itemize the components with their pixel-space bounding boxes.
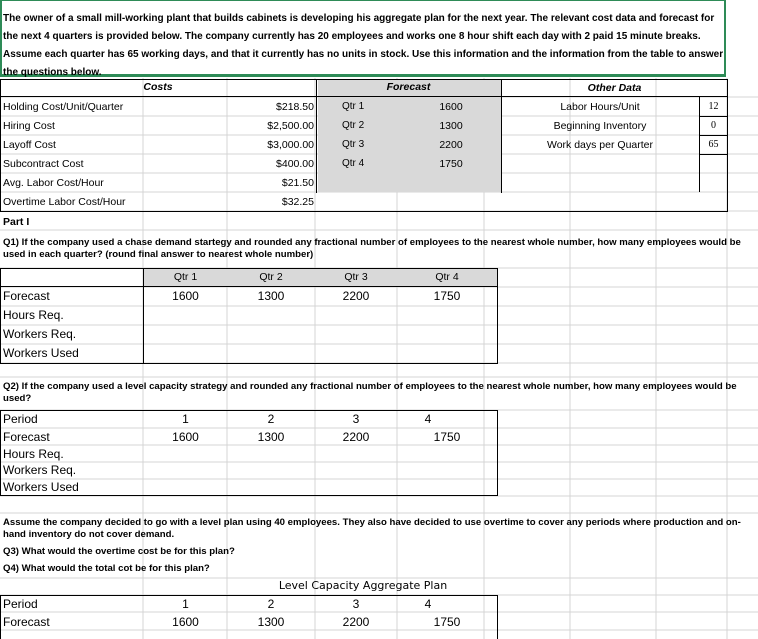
- costs-header: Costs: [143, 81, 173, 93]
- chase-forecast-value: 1750: [433, 289, 461, 303]
- chase-quarter: Qtr 3: [344, 271, 368, 283]
- cost-label: Hiring Cost: [3, 120, 55, 132]
- forecast-quarter: Qtr 4: [342, 158, 365, 169]
- forecast-value: 1300: [439, 120, 463, 132]
- cost-label: Holding Cost/Unit/Quarter: [3, 101, 124, 113]
- level-row-label: Forecast: [3, 430, 50, 444]
- question-2: Q2) If the company used a level capacity strategy and rounded any fractional number of employees to the nearest whole number, how many employees would be used?: [3, 381, 737, 404]
- other-value: 0: [711, 120, 716, 131]
- plan-period: 4: [424, 597, 432, 611]
- cost-label: Avg. Labor Cost/Hour: [3, 177, 104, 189]
- cost-value: $2,500.00: [267, 120, 314, 132]
- level-forecast-value: 2200: [342, 430, 370, 444]
- level-row-label: Hours Req.: [3, 447, 64, 461]
- divider: [699, 154, 728, 155]
- forecast-value: 1600: [439, 101, 463, 113]
- level-forecast-value: 1300: [257, 430, 285, 444]
- chase-forecast-value: 2200: [342, 289, 370, 303]
- plan-period-label: Period: [3, 597, 38, 611]
- plan-forecast-value: 1300: [257, 615, 285, 629]
- level-forecast-value: 1750: [433, 430, 461, 444]
- forecast-quarter: Qtr 1: [342, 101, 365, 112]
- question-3: Q3) What would the overtime cost be for this plan?: [3, 546, 235, 557]
- cost-value: $3,000.00: [267, 139, 314, 151]
- plan-period: 2: [267, 597, 275, 611]
- plan-period: 3: [352, 597, 360, 611]
- question-1: Q1) If the company used a chase demand startegy and rounded any fractional number of employees to the nearest whole number, how many employees would be used in each quarter? (round final answer to nearest whole number): [3, 237, 741, 260]
- divider: [699, 135, 728, 136]
- level-period: 1: [182, 412, 189, 426]
- forecast-header: Forecast: [386, 81, 431, 93]
- cost-value: $400.00: [276, 158, 314, 170]
- cost-value: $218.50: [276, 101, 314, 113]
- assumption-text: Assume the company decided to go with a level plan using 40 employees. They also have decided to use overtime to cover any periods where production and on-hand inventory do not cover demand.: [3, 517, 741, 540]
- chase-forecast-value: 1300: [257, 289, 285, 303]
- plan-forecast-label: Forecast: [3, 615, 50, 629]
- chase-quarter: Qtr 1: [173, 271, 198, 283]
- divider: [699, 116, 728, 117]
- plan-period: 1: [182, 597, 189, 611]
- plan-forecast-value: 1600: [172, 615, 199, 629]
- level-row-label: Workers Req.: [3, 463, 77, 477]
- other-data-header: Other Data: [587, 82, 642, 94]
- forecast-quarter: Qtr 3: [342, 139, 365, 150]
- cost-value: $21.50: [281, 177, 314, 189]
- chase-quarter: Qtr 2: [259, 271, 283, 283]
- chase-row-label: Forecast: [3, 289, 50, 303]
- cost-value: $32.25: [281, 196, 314, 208]
- part-label: Part I: [3, 216, 30, 228]
- divider: [0, 96, 728, 97]
- level-row-label: Workers Used: [3, 480, 79, 494]
- forecast-value: 1750: [439, 158, 463, 170]
- cost-label: Subcontract Cost: [3, 158, 84, 170]
- chase-row-label: Workers Req.: [3, 327, 77, 341]
- other-label: Beginning Inventory: [553, 120, 647, 132]
- other-value: 65: [708, 139, 719, 150]
- level-forecast-value: 1600: [172, 430, 199, 444]
- chase-row-label: Workers Used: [3, 346, 79, 360]
- other-label: Labor Hours/Unit: [560, 101, 640, 113]
- forecast-value: 2200: [439, 139, 463, 151]
- chase-quarter: Qtr 4: [435, 271, 459, 283]
- level-period: 4: [424, 412, 432, 426]
- cost-label: Layoff Cost: [3, 139, 56, 151]
- chase-forecast-value: 1600: [172, 289, 199, 303]
- intro-text: The owner of a small mill-working plant that builds cabinets is developing his aggregate plan for the next year. The relevant cost data and forecast for the next 4 quarters is provided below. The company currently has 20 employees and works one 8 hour shift each day with 2 paid 15 minute breaks. Assume each quarter has 65 working days, and that it currently has no units in stock. Use this information and the information from the table to answer the questions below.: [3, 13, 724, 78]
- level-period: 2: [267, 412, 275, 426]
- cost-label: Overtime Labor Cost/Hour: [3, 196, 126, 208]
- question-4: Q4) What would the total cot be for this plan?: [3, 563, 210, 574]
- plan-title: Level Capacity Aggregate Plan: [278, 579, 448, 592]
- divider: [0, 286, 498, 287]
- plan-forecast-value: 1750: [433, 615, 461, 629]
- level-period-label: Period: [3, 412, 38, 426]
- forecast-quarter: Qtr 2: [342, 120, 365, 131]
- other-value: 12: [708, 101, 719, 112]
- chase-row-label: Hours Req.: [3, 308, 64, 322]
- plan-forecast-value: 2200: [342, 615, 370, 629]
- level-period: 3: [352, 412, 360, 426]
- other-label: Work days per Quarter: [546, 139, 653, 151]
